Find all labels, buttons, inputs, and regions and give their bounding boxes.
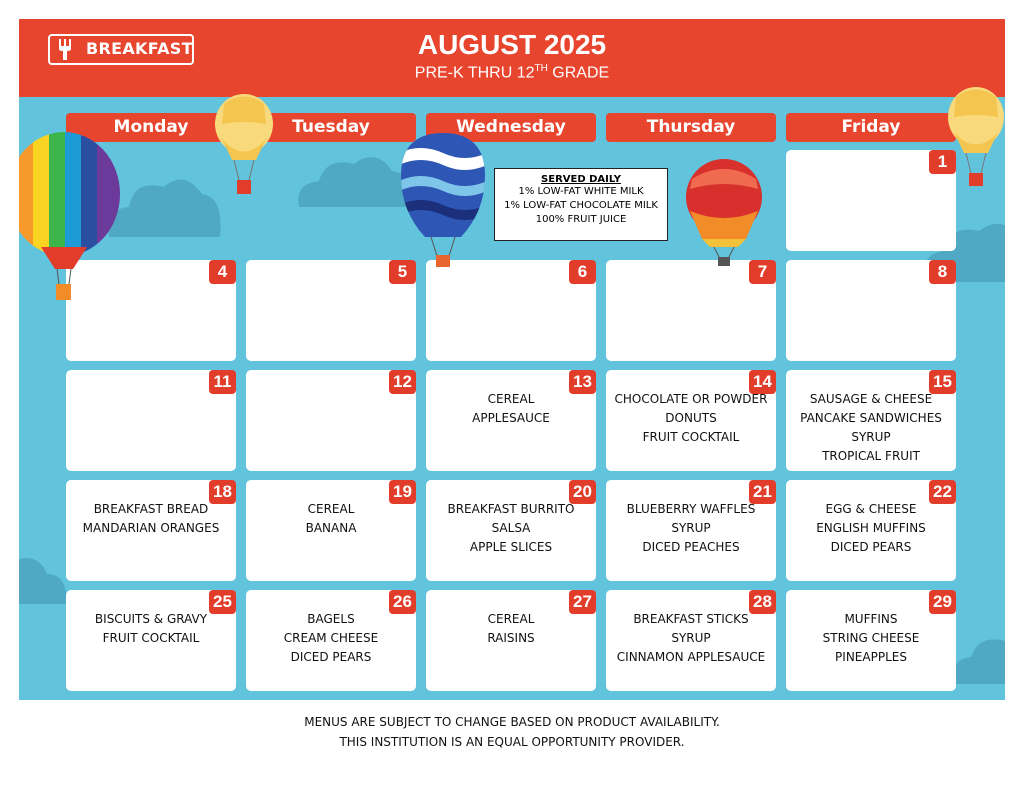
day-number-badge: 12 — [389, 370, 416, 394]
menu-items — [246, 610, 416, 667]
menu-item: ENGLISH MUFFINS — [816, 521, 926, 535]
day-number-badge: 13 — [569, 370, 596, 394]
day-number-badge: 22 — [929, 480, 956, 504]
calendar-poster — [19, 19, 1005, 700]
day-number-badge: 15 — [929, 370, 956, 394]
menu-item: PINEAPPLES — [835, 650, 907, 664]
menu-item: CEREAL — [487, 612, 535, 626]
day-number-badge: 18 — [209, 480, 236, 504]
cloud-decoration-center — [294, 149, 414, 209]
menu-item: CEREAL — [307, 502, 355, 516]
menu-item: BREAKFAST STICKS — [633, 612, 749, 626]
calendar-day-cell — [786, 590, 956, 691]
weekday-header-thursday: Thursday — [606, 113, 776, 142]
calendar-day-cell — [606, 480, 776, 581]
menu-item: CEREAL — [487, 392, 535, 406]
menu-item: DICED PEARS — [290, 650, 372, 664]
menu-items — [426, 390, 596, 428]
menu-items — [66, 610, 236, 648]
day-number-badge: 21 — [749, 480, 776, 504]
rainbow-balloon-illustration — [19, 129, 124, 304]
day-number-badge: 29 — [929, 590, 956, 614]
day-number-badge: 26 — [389, 590, 416, 614]
weekday-header-friday: Friday — [786, 113, 956, 142]
calendar-day-cell — [606, 260, 776, 361]
menu-item: SYRUP — [671, 521, 711, 535]
calendar-day-cell — [246, 480, 416, 581]
day-number-badge: 19 — [389, 480, 416, 504]
header-banner — [19, 19, 1005, 97]
day-number-badge: 27 — [569, 590, 596, 614]
menu-items — [426, 500, 596, 557]
calendar-day-cell — [426, 370, 596, 471]
menu-item: FRUIT COCKTAIL — [102, 631, 200, 645]
served-daily-item: 1% LOW-FAT CHOCOLATE MILK — [504, 200, 658, 211]
menu-item: DICED PEACHES — [642, 540, 740, 554]
menu-item: CHOCOLATE OR POWDER — [614, 392, 768, 406]
yellow-balloon-illustration — [214, 94, 274, 196]
menu-items — [786, 500, 956, 557]
menu-item: SAUSAGE & CHEESE — [809, 392, 933, 406]
calendar-day-cell — [246, 370, 416, 471]
calendar-day-cell — [426, 260, 596, 361]
menu-items — [246, 500, 416, 538]
menu-item: EGG & CHEESE — [825, 502, 917, 516]
served-daily-heading: SERVED DAILY — [541, 174, 621, 185]
yellow-balloon-illustration-right — [947, 87, 1005, 187]
menu-item: BLUEBERRY WAFFLES — [626, 502, 756, 516]
calendar-day-cell — [786, 370, 956, 471]
day-number-badge: 11 — [209, 370, 236, 394]
menu-items — [66, 500, 236, 538]
menu-item: RAISINS — [487, 631, 535, 645]
calendar-day-cell — [426, 480, 596, 581]
menu-item: TROPICAL FRUIT — [822, 449, 920, 463]
day-number-badge: 4 — [209, 260, 236, 284]
day-number-badge: 1 — [929, 150, 956, 174]
menu-item: APPLESAUCE — [472, 411, 550, 425]
footer-line-equal-opportunity: THIS INSTITUTION IS AN EQUAL OPPORTUNITY PROVIDER. — [339, 735, 685, 749]
day-number-badge: 20 — [569, 480, 596, 504]
logo-label: BREAKFAST — [86, 39, 193, 58]
calendar-day-cell — [246, 590, 416, 691]
calendar-day-cell — [786, 260, 956, 361]
menu-item: APPLE SLICES — [469, 540, 553, 554]
served-daily-box — [494, 168, 668, 241]
served-daily-item: 1% LOW-FAT WHITE MILK — [518, 186, 644, 197]
calendar-day-cell — [786, 150, 956, 251]
menu-item: MUFFINS — [844, 612, 898, 626]
page-title: AUGUST 2025 — [417, 29, 607, 60]
calendar-day-cell — [606, 590, 776, 691]
calendar-day-cell — [66, 480, 236, 581]
footer-line-availability: MENUS ARE SUBJECT TO CHANGE BASED ON PRODUCT AVAILABILITY. — [304, 715, 720, 729]
menu-items — [606, 610, 776, 667]
day-number-badge: 25 — [209, 590, 236, 614]
blue-balloon-illustration — [399, 131, 487, 269]
day-number-badge: 6 — [569, 260, 596, 284]
day-number-badge: 28 — [749, 590, 776, 614]
day-number-badge: 7 — [749, 260, 776, 284]
menu-item: CINNAMON APPLESAUCE — [616, 650, 766, 664]
weekday-header-monday: Monday — [66, 113, 236, 142]
footer-notice — [0, 712, 1024, 752]
menu-items — [606, 500, 776, 557]
menu-item: FRUIT COCKTAIL — [642, 430, 740, 444]
cloud-decoration-bottom-right — [949, 629, 1005, 684]
calendar-day-cell — [426, 590, 596, 691]
menu-items — [786, 610, 956, 667]
menu-item: SYRUP — [671, 631, 711, 645]
calendar-day-cell — [606, 370, 776, 471]
calendar-day-cell — [786, 480, 956, 581]
calendar-day-cell — [66, 370, 236, 471]
menu-item: CREAM CHEESE — [283, 631, 379, 645]
cloud-decoration-bottom-left — [19, 554, 69, 604]
day-number-badge: 5 — [389, 260, 416, 284]
menu-item: SALSA — [491, 521, 531, 535]
menu-item: PANCAKE SANDWICHES — [800, 411, 942, 425]
day-number-badge: 14 — [749, 370, 776, 394]
day-number-badge: 8 — [929, 260, 956, 284]
menu-item: BANANA — [305, 521, 357, 535]
menu-item: STRING CHEESE — [822, 631, 920, 645]
menu-item: SYRUP — [851, 430, 891, 444]
menu-item: DONUTS — [665, 411, 717, 425]
red-balloon-illustration — [684, 159, 764, 267]
menu-item: BREAKFAST BREAD — [93, 502, 209, 516]
menu-item: MANDARIAN ORANGES — [82, 521, 220, 535]
menu-item: BAGELS — [307, 612, 355, 626]
weekday-header-wednesday: Wednesday — [426, 113, 596, 142]
calendar-day-cell — [246, 260, 416, 361]
menu-item: BREAKFAST BURRITO — [447, 502, 575, 516]
weekday-header-tuesday: Tuesday — [246, 113, 416, 142]
served-daily-item: 100% FRUIT JUICE — [535, 214, 627, 225]
menu-items — [786, 390, 956, 466]
calendar-day-cell — [66, 590, 236, 691]
menu-item: BISCUITS & GRAVY — [94, 612, 208, 626]
menu-items — [426, 610, 596, 648]
menu-item: DICED PEARS — [830, 540, 912, 554]
menu-items — [606, 390, 776, 447]
page-subtitle: PRE-K THRU 12TH GRADE — [414, 63, 610, 82]
